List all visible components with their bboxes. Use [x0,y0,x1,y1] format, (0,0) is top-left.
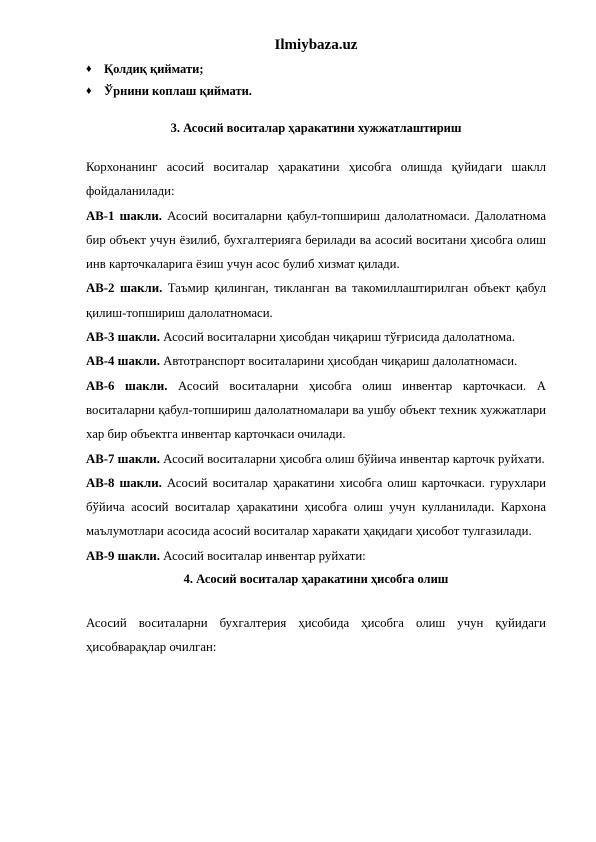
site-header: Ilmiybaza.uz [274,37,358,53]
form-label: АВ-2 шакли. [86,281,163,296]
intro-paragraph: Корхонанинг асосий воситалар ҳаракатини ҳисобга олишда қуйидаги шаклл фойдаланилади: [86,160,546,199]
form-label: АВ-4 шакли. [86,354,160,369]
form-label: АВ-8 шакли. [86,475,162,490]
form-paragraph [86,447,546,471]
form-text: Асосий воситалар ҳаракатини хисобга олиш карточкаси. гурухлари бўйича асосий воситалар ҳаракатини ҳисобга олиш учун кулланилади. Кархона маълумотлари асосида асосий воситалар харакати ҳақидаги ҳисобот тулгазилади. [86,475,546,539]
form-paragraph [86,325,546,349]
list-item-text: Ўрнини коплаш қиймати. [104,84,252,98]
form-paragraph [86,374,546,447]
form-label: АВ-6 шакли. [86,378,168,393]
form-paragraph [86,204,546,277]
list-item-text: Қолдиқ қиймати; [104,62,204,76]
form-label: АВ-1 шакли. [86,208,162,223]
form-text: Асосий воситаларни ҳисобга олиш бўйича инвентар карточк руйхати. [159,451,545,466]
form-text: Автотранспорт воситаларини ҳисобдан чиқариш далолатномаси. [159,354,518,369]
form-label: АВ-7 шакли. [86,451,160,466]
form-text: Асосий воситаларни ҳисобга олиш инвентар карточкаси. А воситаларни қабул-топшириш далолатномалари ва ушбу объект техник хужжатлари хар бир объектга инвентар карточкаси очилади. [86,378,546,442]
form-text: Асосий воситалар инвентар руйхати: [159,548,366,563]
form-paragraph [86,276,546,325]
closing-paragraph: Асосий воситаларни бухгалтерия ҳисобида ҳисобга олиш учун қуйидаги ҳисобварақлар очилган: [86,616,546,655]
form-label: АВ-9 шакли. [86,548,160,563]
section-title: 4. Асосий воситалар ҳаракатини ҳисобга олиш [183,572,449,587]
form-label: АВ-3 шакли. [86,330,160,345]
section-title: 3. Асосий воситалар ҳаракатини хужжатлаштириш [170,121,462,135]
form-paragraph [86,471,546,544]
document-page [86,0,546,660]
form-text: Асосий воситаларни қабул-топшириш далолатномаси. Далолатнома бир объект учун ёзилиб, бухгалтерияга берилади ва асосий воситани ҳисобга олиш инв карточкаларига ёзиш учун асос булиб хизмат қилади. [86,208,546,272]
bullet-list [86,58,546,102]
form-text: Асосий воситаларни ҳисобдан чиқариш тўғрисида далолатнома. [159,330,515,345]
list-item [86,80,546,102]
form-paragraph [86,349,546,373]
diamond-bullet-icon: ♦ [86,85,92,97]
diamond-bullet-icon: ♦ [86,63,92,75]
list-item [86,58,546,80]
form-text: Таъмир қилинган, тикланган ва такомиллаштирилган объект қабул қилиш-топшириш далолатномаси. [86,281,546,320]
form-paragraph [86,544,546,568]
